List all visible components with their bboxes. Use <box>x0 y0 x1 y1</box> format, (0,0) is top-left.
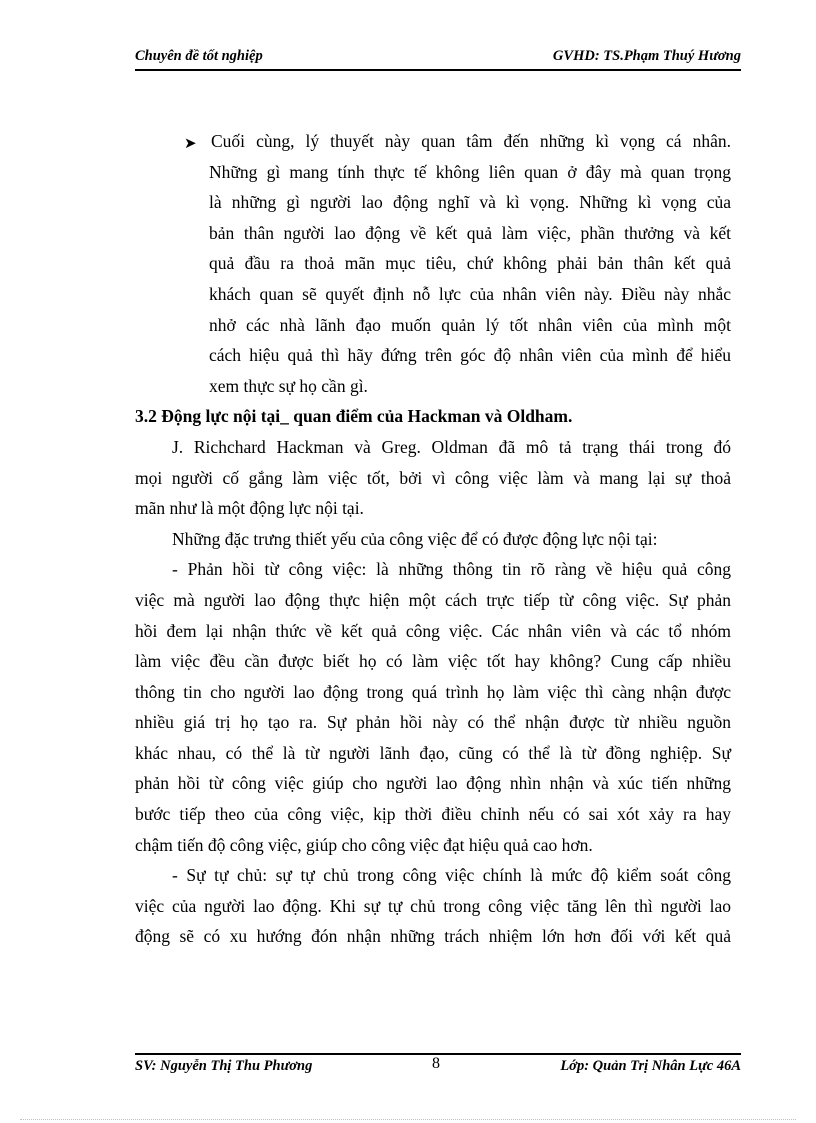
arrowhead-bullet-icon: ➤ <box>184 136 197 152</box>
text-line: việc mà người lao động thực hiện một cách trực tiếp từ công việc. Sự phản <box>135 589 731 610</box>
text-line: động sẽ có xu hướng đón nhận những trách nhiệm lớn hơn đối với kết quả <box>135 926 731 947</box>
page-footer <box>135 1055 741 1078</box>
text-line: cách hiệu quả thì hãy đứng trên góc độ nhân viên của mình để hiểu <box>209 345 731 366</box>
text-line: khác nhau, có thể là từ người lãnh đạo, cũng có thể là từ đồng nghiệp. Sự <box>135 742 731 763</box>
text-line: - Sự tự chủ: sự tự chủ trong công việc chính là mức độ kiểm soát công <box>172 865 731 886</box>
text-line: Những gì mang tính thực tế không liên quan ở đây mà quan trọng <box>209 161 731 182</box>
header-left: Chuyên đề tốt nghiệp <box>135 48 263 64</box>
text-line: việc của người lao động. Khi sự tự chủ trong công việc tăng lên thì người lao <box>135 895 731 916</box>
section-heading: 3.2 Động lực nội tại_ quan điểm của Hackman và Oldham. <box>135 406 573 427</box>
text-line: Những đặc trưng thiết yếu của công việc để có được động lực nội tại: <box>172 528 658 549</box>
text-line: J. Richchard Hackman và Greg. Oldman đã mô tả trạng thái trong đó <box>172 436 731 457</box>
text-line: bản thân người lao động về kết quả làm việc, phần thưởng và kết <box>209 222 731 243</box>
text-line: Cuối cùng, lý thuyết này quan tâm đến những kì vọng cá nhân. <box>211 131 731 151</box>
text-line: mãn như là một động lực nội tại. <box>135 498 364 519</box>
text-line: thông tin cho người lao động trong quá trình họ làm việc thì càng nhận được <box>135 681 731 702</box>
text-line: khách quan sẽ quyết định nỗ lực của nhân viên này. Điều này nhắc <box>209 283 731 304</box>
text-line: xem thực sự họ cần gì. <box>209 375 368 396</box>
page-header <box>135 48 741 68</box>
text-line: chậm tiến độ công việc, giúp cho công việc đạt hiệu quả cao hơn. <box>135 834 593 855</box>
text-line: làm việc đều cần được biết họ có làm việc tốt hay không? Cung cấp nhiều <box>135 651 731 672</box>
text-line: phản hồi từ công việc giúp cho người lao động nhìn nhận và xúc tiến những <box>135 773 731 794</box>
text-line: mọi người cố gắng làm việc tốt, bởi vì công việc làm và mang lại sự thoả <box>135 467 731 488</box>
header-right: GVHD: TS.Phạm Thuý Hương <box>552 48 741 64</box>
page-number: 8 <box>432 1055 440 1072</box>
text-line: là những gì người lao động nghĩ và kì vọng. Những kì vọng của <box>209 192 731 213</box>
text-line: hồi đem lại nhận thức về kết quả công việc. Các nhân viên và các tổ nhóm <box>135 620 731 641</box>
text-line: quả đầu ra thoả mãn mục tiêu, chứ không phải bản thân kết quả <box>209 253 731 274</box>
text-line: nhiều giá trị họ tạo ra. Sự phản hồi này có thể nhận được từ nhiều nguồn <box>135 712 731 733</box>
footer-left: SV: Nguyễn Thị Thu Phương <box>135 1058 313 1074</box>
body-text <box>135 126 731 952</box>
text-line: - Phản hồi từ công việc: là những thông tin rõ ràng về hiệu quả công <box>172 559 731 580</box>
text-line: bước tiếp theo của công việc, kịp thời điều chỉnh nếu có sai xót xảy ra hay <box>135 804 731 825</box>
page-edge <box>20 1119 796 1120</box>
header-rule <box>135 69 741 71</box>
text-line: nhở các nhà lãnh đạo muốn quản lý tốt nhân viên của mình một <box>209 314 731 335</box>
footer-right: Lớp: Quản Trị Nhân Lực 46A <box>560 1058 741 1074</box>
